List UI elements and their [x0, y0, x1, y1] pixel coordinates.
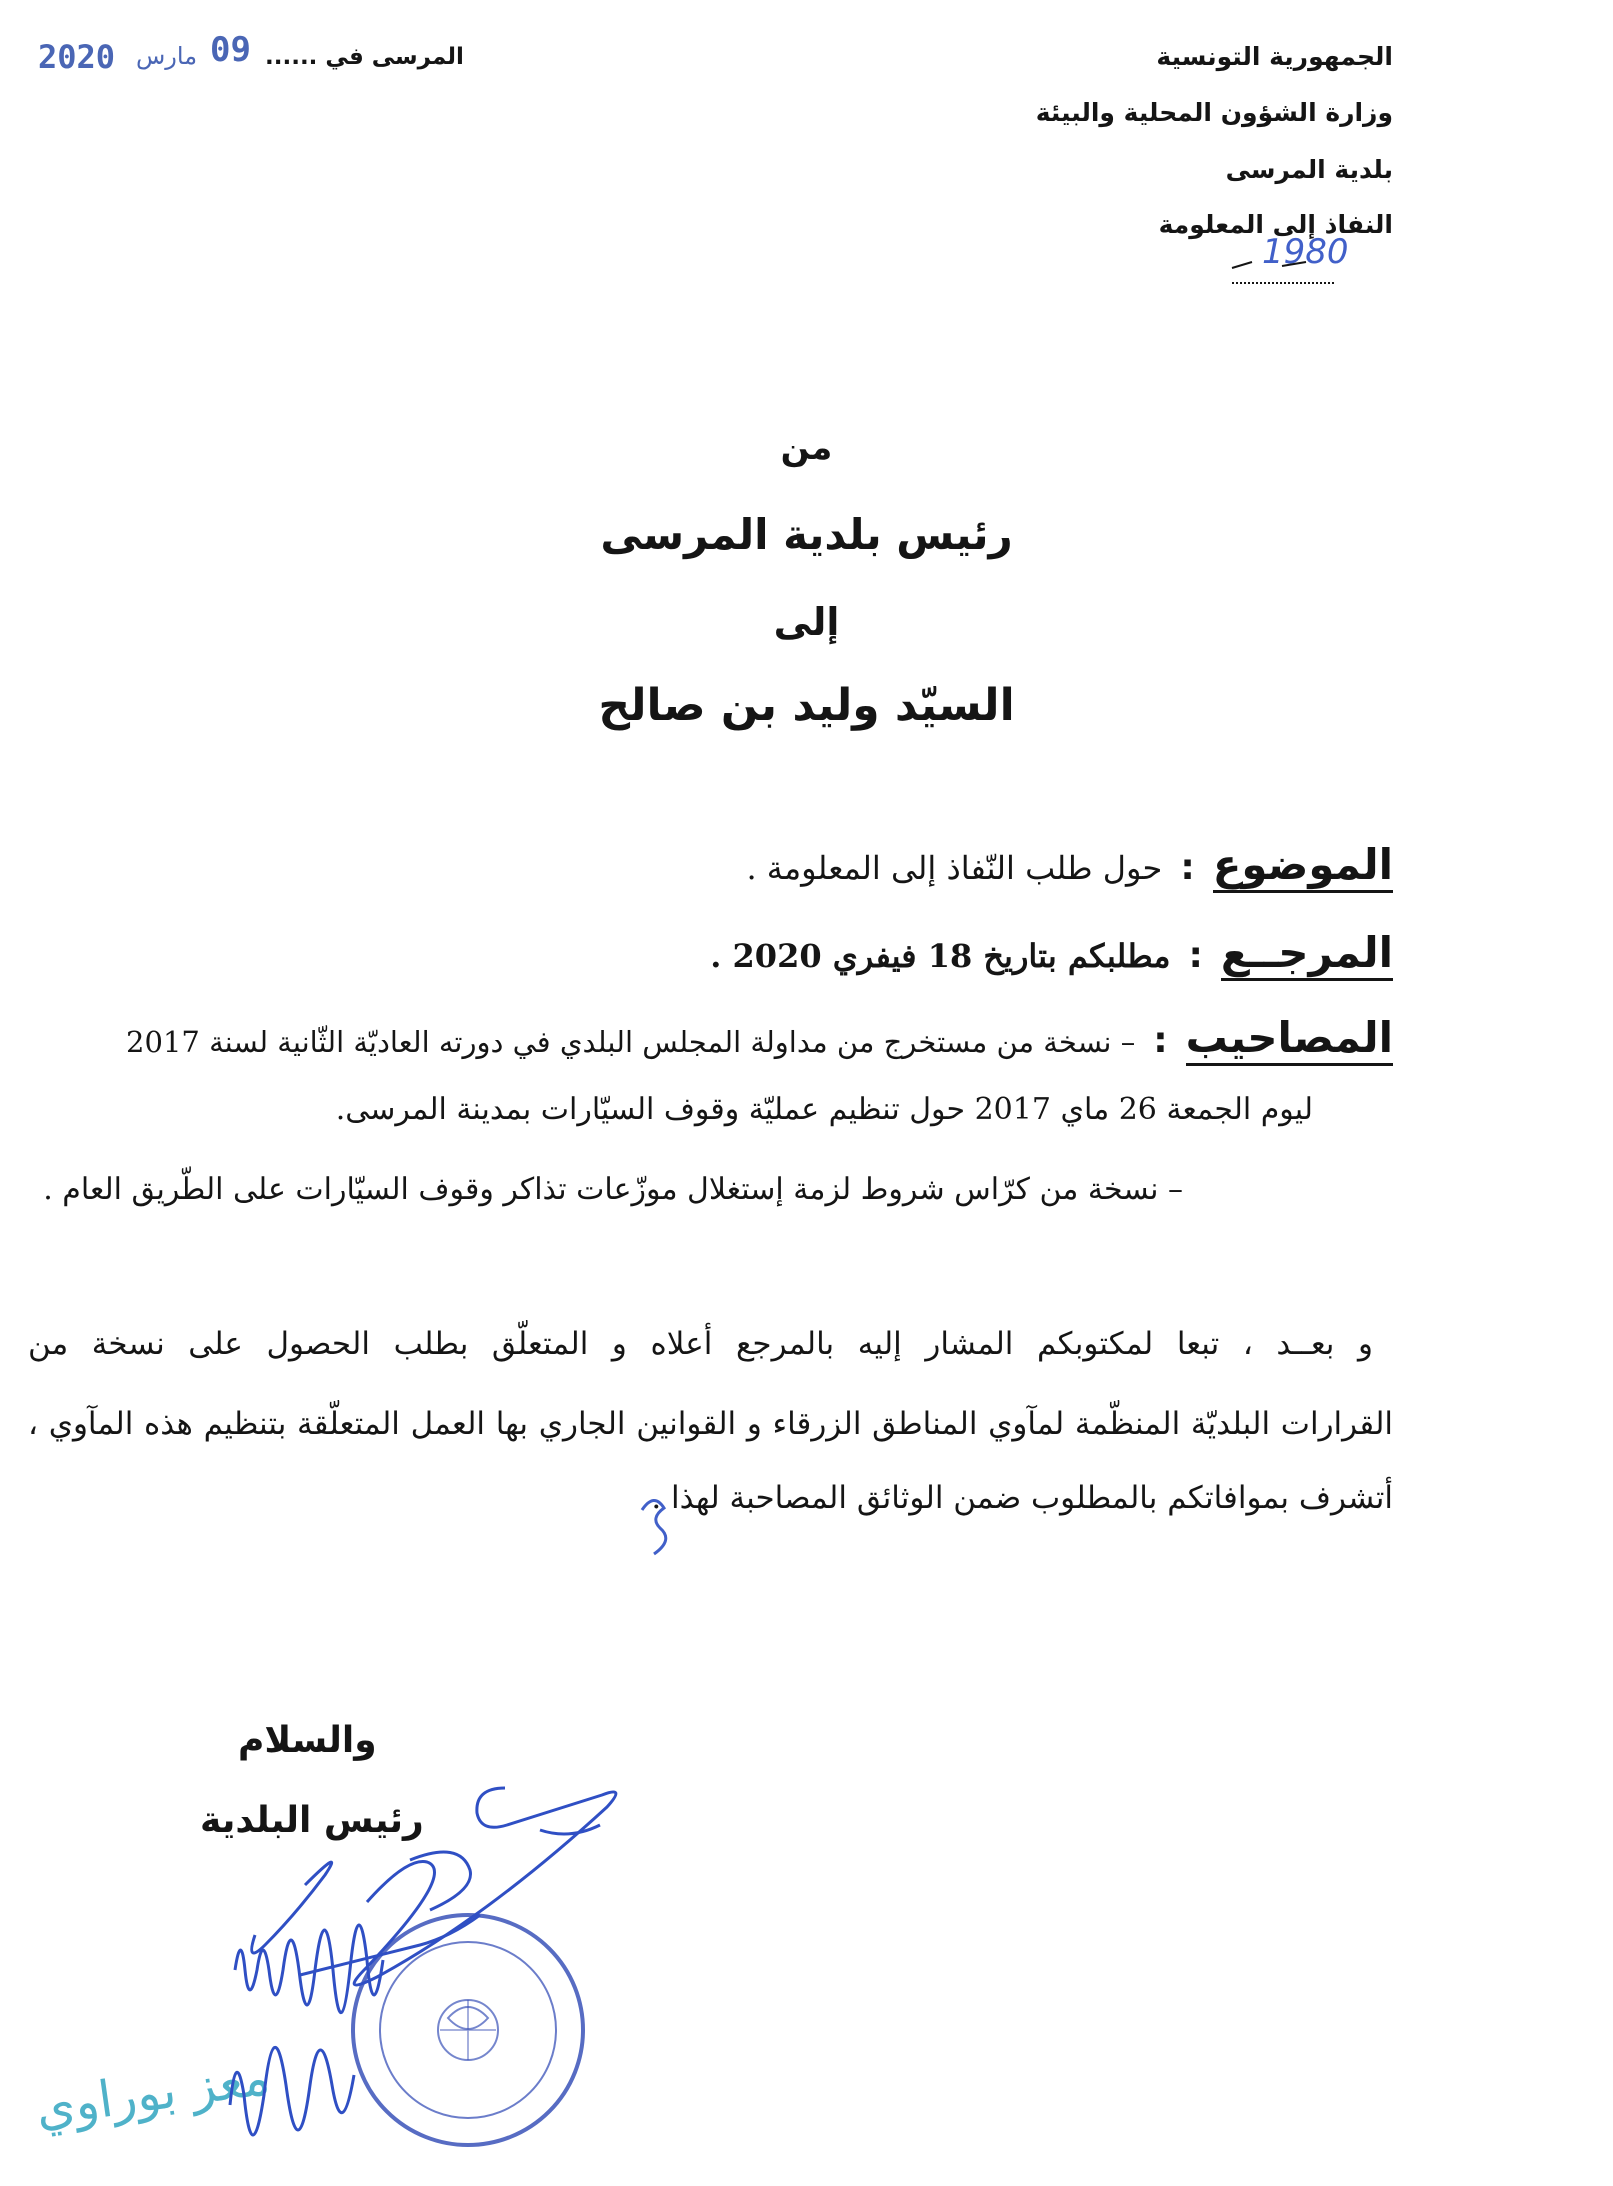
official-seal	[353, 1915, 583, 2145]
subject-colon: :	[1180, 847, 1195, 888]
attachment-item-1-line1: – نسخة من مستخرج من مداولة المجلس البلدي في دورته العاديّة الثّانية لسنة 2017	[126, 1025, 1136, 1059]
date-label: المرسى في ......	[265, 44, 464, 70]
date-stamp-year: 2020	[38, 38, 116, 76]
subject-label: الموضوع	[1213, 842, 1393, 893]
header-republic: الجمهورية التونسية	[1156, 42, 1393, 71]
attachment-item-1-line2: ليوم الجمعة 26 ماي 2017 حول تنظيم عمليّة وقوف السيّارات بمدينة المرسى.	[335, 1092, 1313, 1127]
handwritten-name: معز بوراوي	[31, 2047, 274, 2138]
body-line-2: القرارات البلديّة المنظّمة لمآوي المناطق الزرقاء و القوانين الجاري بها العمل المتعلّقة بتنظيم هذه المآوي ،	[28, 1406, 1393, 1442]
closing-salutation: والسلام	[238, 1720, 377, 1761]
attachment-item-2: – نسخة من كرّاس شروط لزمة إستغلال موزّعات تذاكر وقوف السيّارات على الطّريق العام .	[43, 1172, 1183, 1207]
date-stamp-day: 09	[210, 30, 251, 70]
reference-value: مطلبكم بتاريخ 18 فيفري 2020 .	[710, 937, 1171, 975]
subject-value: حول طلب النّفاذ إلى المعلومة .	[746, 849, 1163, 887]
body-line-3: أتشرف بموافاتكم بالمطلوب ضمن الوثائق المصاحبة لهذا .	[651, 1480, 1393, 1516]
from-sender: رئيس بلدية المرسى	[600, 510, 1013, 559]
date-stamp-month: مارس	[136, 42, 198, 70]
body-line-1: و بعــد ، تبعا لمكتوبكم المشار إليه بالمرجع أعلاه و المتعلّق بطلب الحصول على نسخة من	[28, 1326, 1373, 1362]
to-label: إلى	[773, 600, 840, 644]
attachments-colon: :	[1153, 1020, 1168, 1061]
header-municipality: بلدية المرسى	[1225, 155, 1393, 184]
header-ministry: وزارة الشؤون المحلية والبيئة	[1035, 98, 1393, 127]
attachments-label: المصاحيب	[1186, 1015, 1393, 1066]
attachments-row	[126, 1015, 1393, 1066]
from-label: من	[780, 428, 833, 468]
subject-row	[746, 842, 1393, 893]
reference-row	[710, 930, 1393, 981]
reference-label: المرجــع	[1221, 930, 1393, 981]
header-department: النفاذ إلى المعلومة	[1158, 210, 1393, 239]
reference-dots	[1232, 282, 1334, 284]
reference-number: 1980	[1262, 232, 1349, 272]
to-recipient: السيّد وليد بن صالح	[598, 680, 1015, 731]
reference-colon: :	[1188, 935, 1203, 976]
closing-title: رئيس البلدية	[200, 1800, 424, 1841]
